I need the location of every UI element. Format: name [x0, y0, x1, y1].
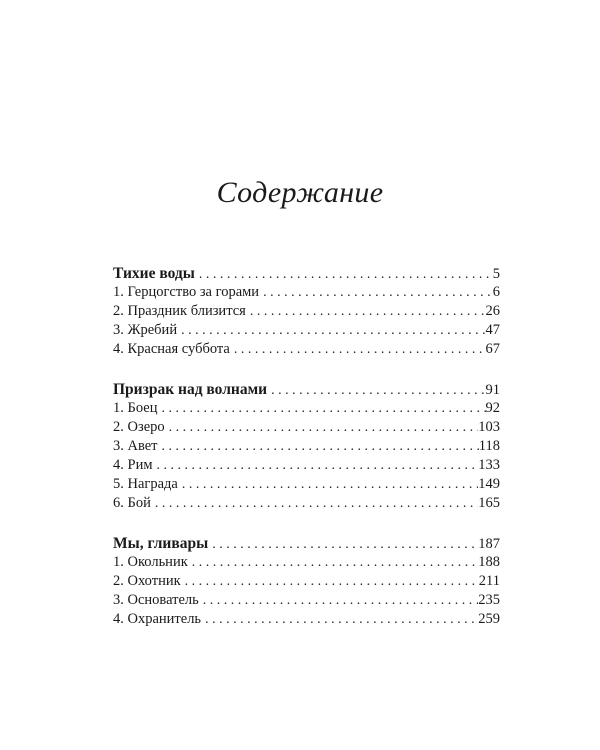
dot-leader — [195, 265, 493, 284]
toc-chapter-entry[interactable] — [113, 591, 500, 610]
page-number: 187 — [478, 536, 500, 552]
part-title: Тихие воды — [113, 265, 195, 282]
chapter-title: 3. Авет — [113, 438, 158, 454]
table-of-contents — [113, 264, 500, 650]
chapter-title: 5. Награда — [113, 476, 178, 492]
chapter-title: 1. Герцогство за горами — [113, 284, 260, 300]
page-number: 6 — [492, 284, 500, 300]
dot-leader — [158, 437, 479, 456]
toc-part-entry[interactable] — [113, 264, 500, 283]
toc-chapter-entry[interactable] — [113, 399, 500, 418]
toc-chapter-entry[interactable] — [113, 610, 500, 629]
dot-leader — [151, 494, 478, 513]
dot-leader — [246, 302, 486, 321]
dot-leader — [157, 399, 485, 418]
page-number: 26 — [485, 303, 500, 319]
toc-chapter-entry[interactable] — [113, 302, 500, 321]
toc-section-3 — [113, 534, 500, 629]
part-title: Призрак над волнами — [113, 381, 268, 398]
dot-leader — [259, 283, 493, 302]
page-number: 92 — [485, 400, 500, 416]
dot-leader — [188, 553, 478, 572]
toc-chapter-entry[interactable] — [113, 418, 500, 437]
toc-part-entry[interactable] — [113, 534, 500, 553]
toc-chapter-entry[interactable] — [113, 572, 500, 591]
chapter-title: 1. Окольник — [113, 554, 188, 570]
page-number: 67 — [485, 341, 500, 357]
page-number: 133 — [478, 457, 500, 473]
dot-leader — [177, 321, 485, 340]
toc-part-entry[interactable] — [113, 380, 500, 399]
toc-chapter-entry[interactable] — [113, 283, 500, 302]
page-number: 188 — [478, 554, 500, 570]
toc-section-2 — [113, 380, 500, 513]
page-number: 211 — [478, 573, 500, 589]
page-number: 235 — [478, 592, 500, 608]
chapter-title: 1. Боец — [113, 400, 158, 416]
dot-leader — [267, 381, 485, 400]
chapter-title: 2. Праздник близится — [113, 303, 246, 319]
dot-leader — [153, 456, 479, 475]
page-number: 103 — [478, 419, 500, 435]
chapter-title: 4. Охранитель — [113, 611, 202, 627]
toc-chapter-entry[interactable] — [113, 456, 500, 475]
dot-leader — [208, 535, 478, 554]
page-number: 259 — [478, 611, 500, 627]
dot-leader — [181, 572, 479, 591]
toc-title: Содержание — [216, 176, 384, 209]
part-title: Мы, гливары — [113, 535, 209, 552]
toc-chapter-entry[interactable] — [113, 321, 500, 340]
page-number: 165 — [478, 495, 500, 511]
toc-chapter-entry[interactable] — [113, 553, 500, 572]
page-number: 91 — [485, 382, 500, 398]
toc-section-1 — [113, 264, 500, 359]
toc-chapter-entry[interactable] — [113, 475, 500, 494]
chapter-title: 3. Жребий — [113, 322, 178, 338]
dot-leader — [201, 610, 478, 629]
page-number: 149 — [478, 476, 500, 492]
dot-leader — [165, 418, 479, 437]
chapter-title: 4. Рим — [113, 457, 153, 473]
chapter-title: 2. Охотник — [113, 573, 181, 589]
dot-leader — [230, 340, 486, 359]
chapter-title: 3. Основатель — [113, 592, 199, 608]
chapter-title: 6. Бой — [113, 495, 151, 511]
toc-chapter-entry[interactable] — [113, 437, 500, 456]
toc-chapter-entry[interactable] — [113, 340, 500, 359]
dot-leader — [178, 475, 478, 494]
page-number: 118 — [478, 438, 500, 454]
toc-chapter-entry[interactable] — [113, 494, 500, 513]
page-number: 5 — [492, 266, 500, 282]
dot-leader — [199, 591, 478, 610]
page-number: 47 — [485, 322, 500, 338]
chapter-title: 4. Красная суббота — [113, 341, 230, 357]
chapter-title: 2. Озеро — [113, 419, 165, 435]
